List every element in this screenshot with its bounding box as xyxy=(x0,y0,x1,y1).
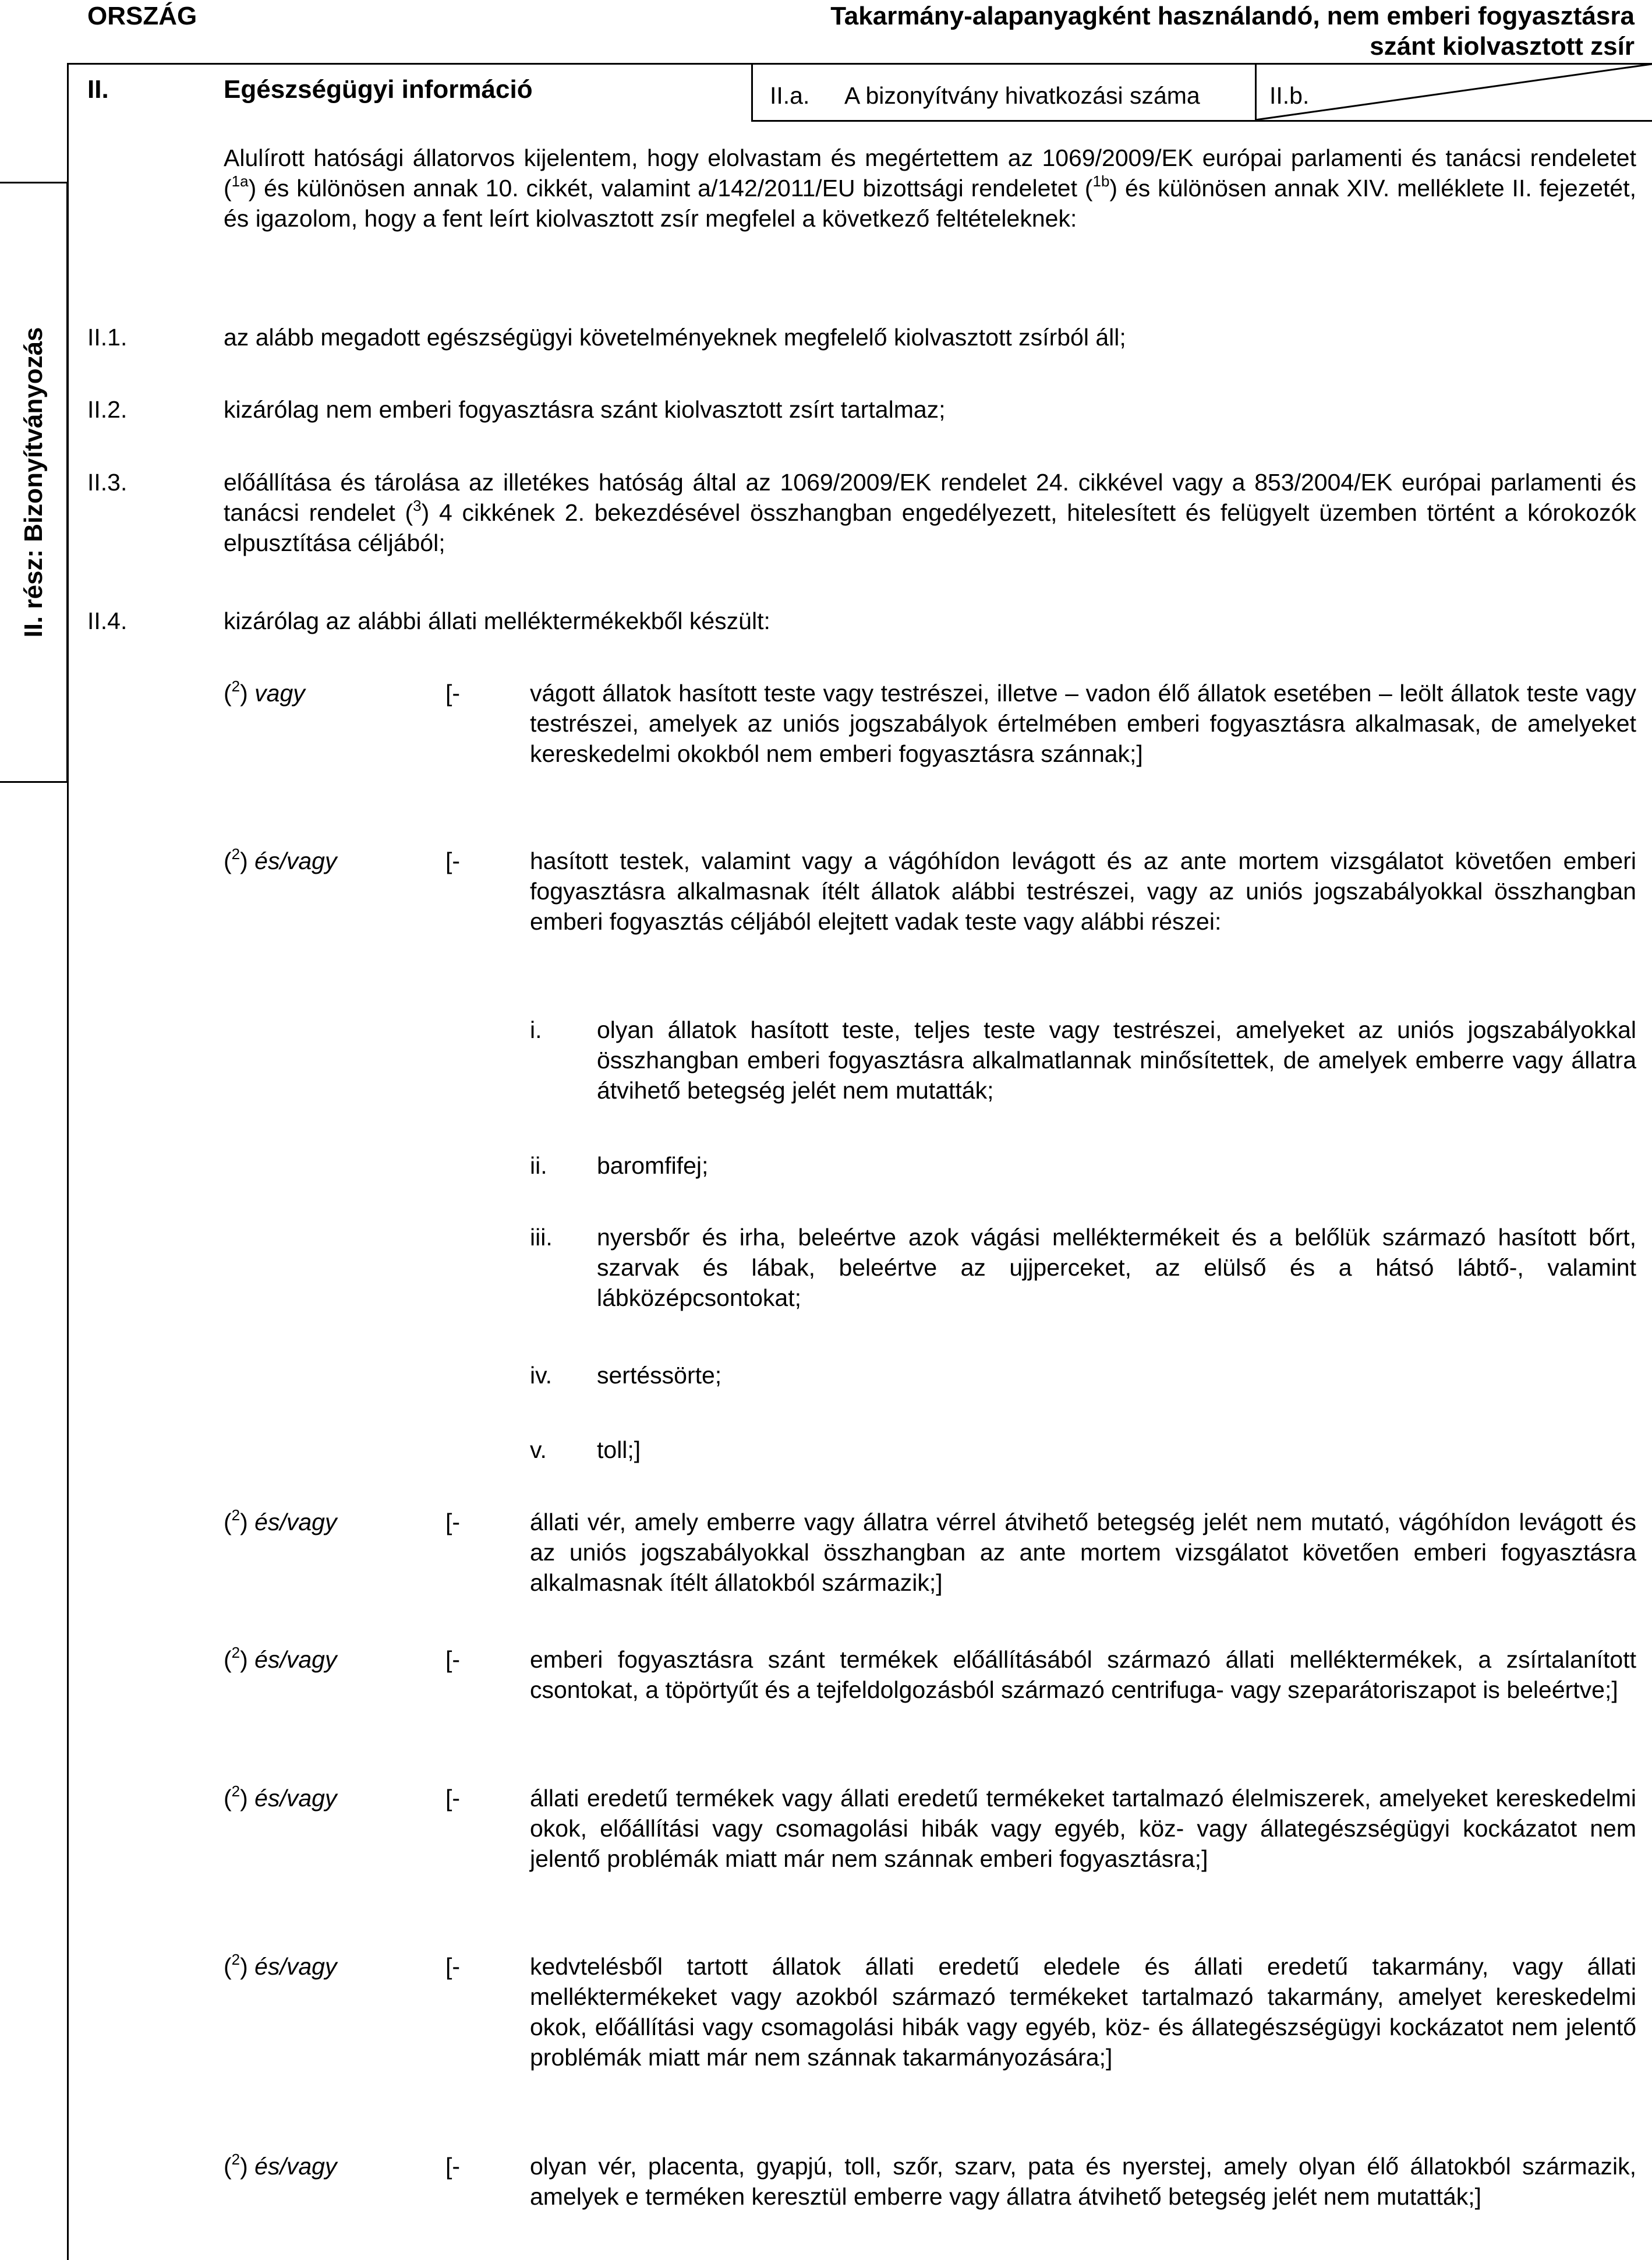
option-bracket: [- xyxy=(445,2153,461,2180)
option-tag: ($^2$) és/vagy xyxy=(224,845,337,874)
item-text: kizárólag nem emberi fogyasztásra szánt kiolvasztott zsírt tartalmaz; xyxy=(224,396,946,423)
item-number: II.2. xyxy=(87,396,128,423)
option-text: emberi fogyasztásra szánt termékek előállításából származó állati melléktermékek, a zsírtalanított csontokat, a töpörtyűt és a tejfeldolgozásból származó centrifuga- vagy szeparátoriszapot is beleértve;] xyxy=(530,1646,1636,1703)
intro-paragraph: Alulírott hatósági állatorvos kijelentem, hogy elolvastam és megértettem az 1069/2009/EK európai parlamenti és tanácsi rendeletet ($^{1a}$) és különösen annak 10. cikkét, valamint a/142/2011/EU bizottsági rendeletet ($^{1b}$) és különösen annak XIV. melléklete II. fejezetét, és igazolom, hogy a fent leírt kiolvasztott zsír megfelel a következő feltételeknek: xyxy=(224,144,1636,232)
option-bracket: [- xyxy=(445,1646,461,1673)
subitem-text: toll;] xyxy=(597,1436,641,1463)
option-tag: ($^2$) és/vagy xyxy=(224,1951,337,1980)
ref-a-divider xyxy=(751,63,753,121)
item-text: az alább megadott egészségügyi követelményeknek megfelelő kiolvasztott zsírból áll; xyxy=(224,324,1126,351)
ref-a-label: II.a. xyxy=(770,82,810,109)
option-text: állati eredetű termékek vagy állati eredetű termékeket tartalmazó élelmiszerek, amelyeket kereskedelmi okok, előállítási vagy csomagolási hibák vagy egyéb, köz- vagy állategészségügyi kockázatot nem jelentő problémák miatt már nem szánnak emberi fogyasztásra;] xyxy=(530,1785,1636,1872)
subitem-text: baromfifej; xyxy=(597,1152,709,1179)
option-tag: ($^2$) és/vagy xyxy=(224,1506,337,1535)
option-bracket: [- xyxy=(445,680,461,707)
subitem-number: ii. xyxy=(530,1152,547,1179)
item-number: II.1. xyxy=(87,324,128,351)
ref-a-text: A bizonyítvány hivatkozási száma xyxy=(844,82,1200,109)
subitem-text: nyersbőr és irha, beleértve azok vágási melléktermékeit és a belőlük származó hasított bőrt, szarvak és lábak, beleértve az ujjperceket, az elülső és a hátsó lábtő-, valamint lábközépcsontokat; xyxy=(597,1224,1636,1311)
option-bracket: [- xyxy=(445,848,461,874)
option-text: olyan vér, placenta, gyapjú, toll, szőr, szarv, pata és nyerstej, amely olyan élő állatokból származik, amelyek e terméken keresztül emberre vagy állatra átvihető betegség jelét nem mutatták;] xyxy=(530,2153,1636,2210)
country-label: ORSZÁG xyxy=(87,2,197,30)
option-text: állati vér, amely emberre vagy állatra vérrel átvihető betegség jelét nem mutató, vágóhídon levágott és az uniós jogszabályokkal összhangban az ante mortem vizsgálatot követően emberi fogyasztásra alkalmasnak ítélt állatokból származik;] xyxy=(530,1509,1636,1596)
option-bracket: [- xyxy=(445,1785,461,1811)
option-tag: ($^2$) és/vagy xyxy=(224,2150,337,2180)
section-number: II. xyxy=(87,75,109,104)
ref-b-label: II.b. xyxy=(1269,82,1310,109)
subitem-number: v. xyxy=(530,1436,547,1463)
option-text: vágott állatok hasított teste vagy testrészei, illetve – vadon élő állatok esetében – leölt állatok teste vagy testrészei, amelyek az uniós jogszabályok értelmében emberi fogyasztásra alkalmasak, de amelyeket kereskedelmi okokból nem emberi fogyasztásra szánnak;] xyxy=(530,680,1636,767)
option-bracket: [- xyxy=(445,1953,461,1980)
option-tag: ($^2$) és/vagy xyxy=(224,1644,337,1673)
document-title: Takarmány-alapanyagként használandó, nem emberi fogyasztásra szánt kiolvasztott zsír xyxy=(830,2,1635,61)
section-title: Egészségügyi információ xyxy=(224,75,533,104)
subitem-number: iii. xyxy=(530,1224,553,1251)
subitem-text: olyan állatok hasított teste, teljes teste vagy testrészei, amelyeket az uniós jogszabályokkal összhangban emberi fogyasztásra alkalmatlannak minősítettek, de amelyek emberre vagy állatra átvihető betegség jelét nem mutatták; xyxy=(597,1016,1636,1104)
option-tag: ($^2$) és/vagy xyxy=(224,1782,337,1811)
option-tag: ($^2$) vagy xyxy=(224,677,305,707)
item-number: II.3. xyxy=(87,469,128,496)
ref-b-diagonal xyxy=(1255,63,1652,121)
subitem-number: iv. xyxy=(530,1362,552,1389)
subitem-text: sertéssörte; xyxy=(597,1362,722,1389)
subitem-number: i. xyxy=(530,1016,542,1043)
item-text: kizárólag az alábbi állati melléktermékekből készült: xyxy=(224,608,770,634)
side-label: II. rész: Bizonyítványozás xyxy=(19,327,48,638)
option-text: kedvtelésből tartott állatok állati eredetű eledele és állati eredetű takarmány, vagy állati melléktermékeket vagy azokból származó termékeket tartalmazó takarmány, amelyet kereskedelmi okok, előállítási vagy csomagolási hibák vagy egyéb, köz- és állategészségügyi kockázatot nem jelentő problémák miatt már nem szánnak takarmányozására;] xyxy=(530,1953,1636,2071)
item-number: II.4. xyxy=(87,608,128,634)
option-bracket: [- xyxy=(445,1509,461,1535)
option-text: hasított testek, valamint vagy a vágóhídon levágott és az ante mortem vizsgálatot követően emberi fogyasztásra alkalmasnak ítélt állatok alábbi testrészei, vagy az uniós jogszabályokkal összhangban emberi fogyasztás céljából elejtett vadak teste vagy alábbi részei: xyxy=(530,848,1636,935)
item-text: előállítása és tárolása az illetékes hatóság által az 1069/2009/EK rendelet 24. cikkével vagy a 853/2004/EK európai parlamenti és tanácsi rendelet ($^3$) 4 cikkének 2. bekezdésével összhangban engedélyezett, hitelesített és felügyelt üzemben történt a kórokozók elpusztítása céljából; xyxy=(224,469,1636,556)
